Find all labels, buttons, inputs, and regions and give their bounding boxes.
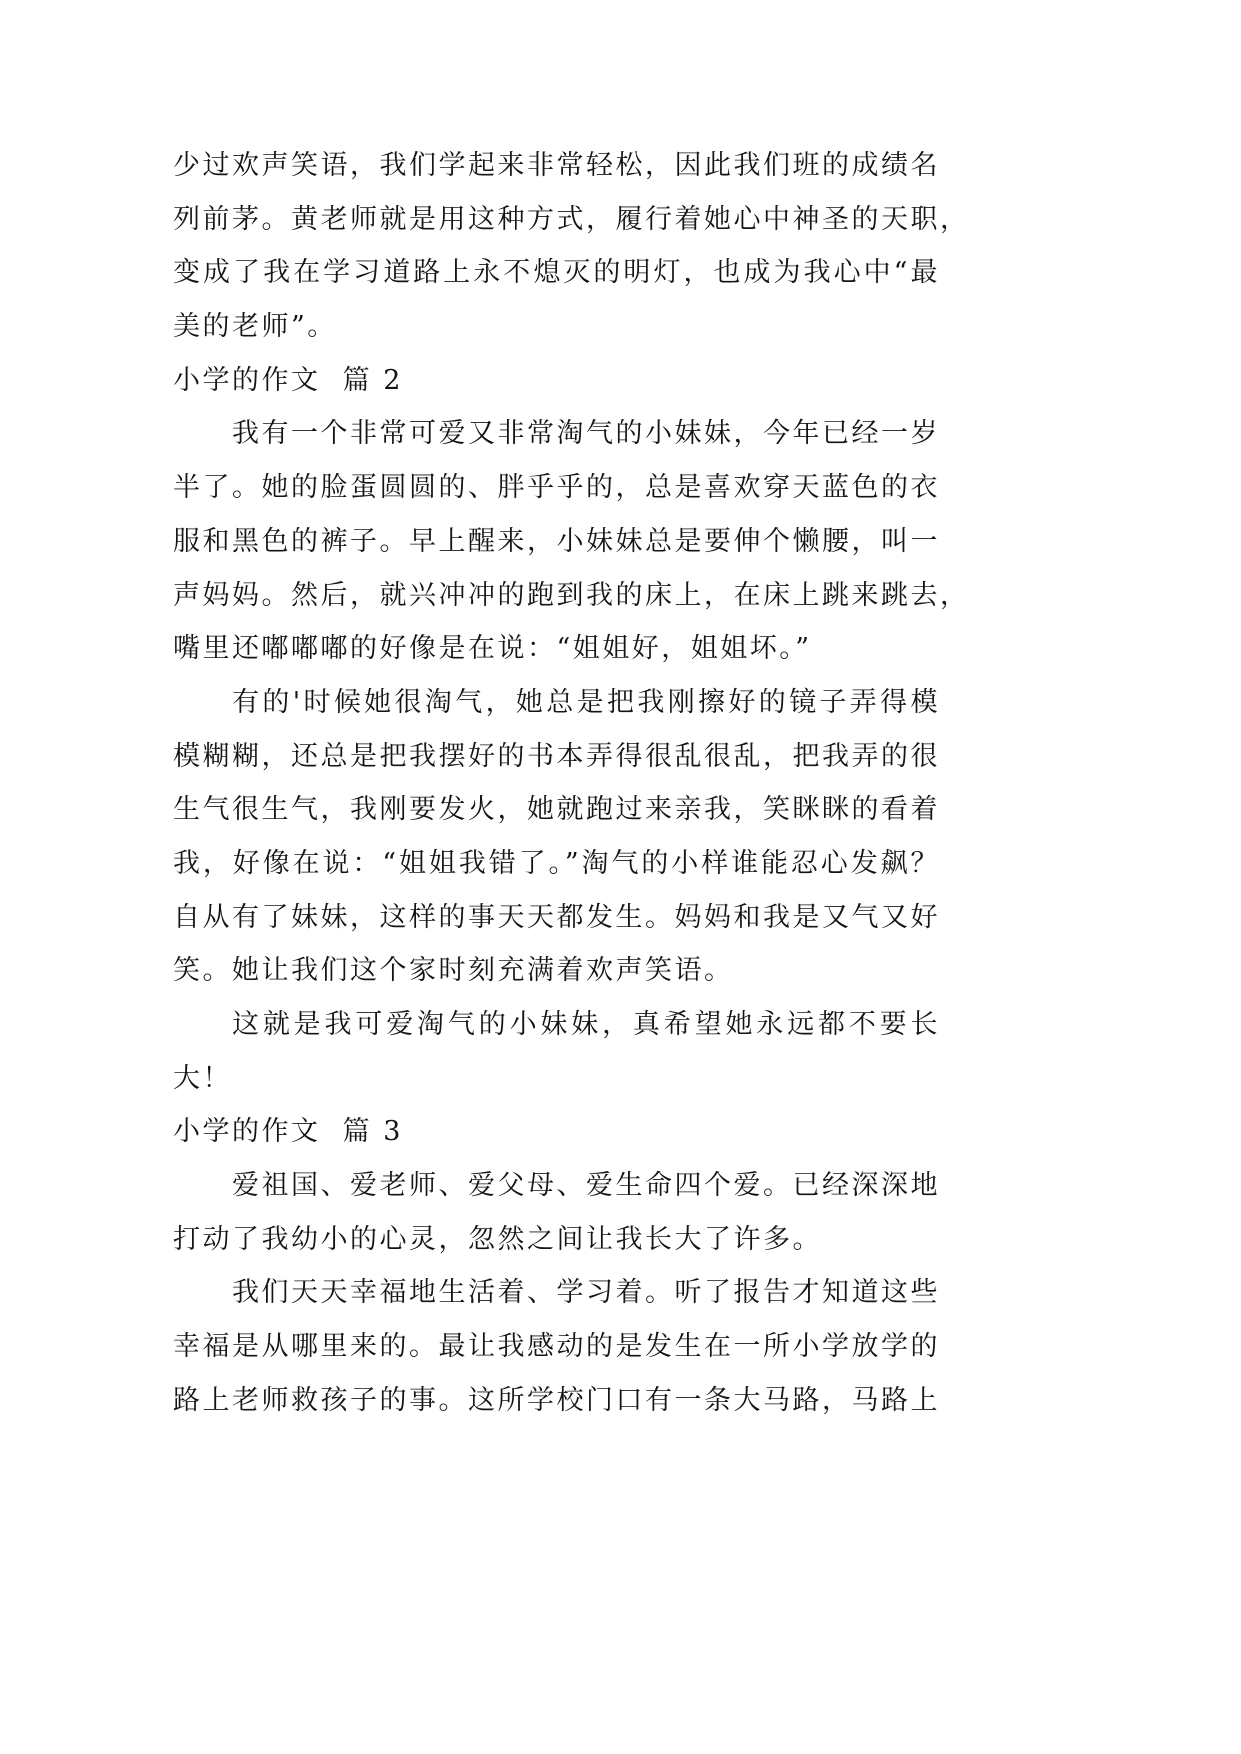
text-line: 少过欢声笑语，我们学起来非常轻松，因此我们班的成绩名: [173, 150, 940, 181]
text-line: 服和黑色的裤子。早上醒来，小妹妹总是要伸个懒腰，叫一: [173, 525, 940, 557]
paragraph-continued: [173, 139, 970, 354]
text-line: 我，好像在说：“姐姐我错了。”淘气的小样谁能忍心发飙？: [173, 847, 940, 879]
text-line: 我有一个非常可爱又非常淘气的小妹妹，今年已经一岁: [232, 418, 940, 450]
text-line: 爱祖国、爱老师、爱父母、爱生命四个爱。已经深深地: [232, 1170, 940, 1202]
paragraph: [173, 1159, 940, 1266]
paragraph: [173, 998, 940, 1105]
text-line: 嘴里还嘟嘟嘟的好像是在说：“姐姐好，姐姐坏。”: [173, 633, 812, 665]
text-line: 幸福是从哪里来的。最让我感动的是发生在一所小学放学的: [173, 1331, 940, 1363]
document-body: [173, 139, 970, 1428]
text-line: 这就是我可爱淘气的小妹妹，真希望她永远都不要长: [232, 1009, 940, 1040]
text-line: 模糊糊，还总是把我摆好的书本弄得很乱很乱，把我弄的很: [173, 740, 940, 772]
paragraph: [173, 407, 970, 675]
paragraph: [173, 676, 940, 998]
section-heading: 小学的作文 篇 2: [173, 364, 403, 396]
text-line: 自从有了妹妹，这样的事天天都发生。妈妈和我是又气又好: [173, 901, 940, 933]
text-line: 生气很生气，我刚要发火，她就跑过来亲我，笑眯眯的看着: [173, 794, 940, 826]
text-line: 声妈妈。然后，就兴冲冲的跑到我的床上，在床上跳来跳去，: [173, 579, 970, 611]
text-line: 笑。她让我们这个家时刻充满着欢声笑语。: [173, 955, 734, 987]
text-line: 变成了我在学习道路上永不熄灭的明灯，也成为我心中“最: [173, 257, 940, 289]
paragraph: [173, 1266, 940, 1427]
text-line: 路上老师救孩子的事。这所学校门口有一条大马路，马路上: [173, 1384, 940, 1416]
text-line: 美的老师”。: [173, 311, 337, 343]
text-line: 有的'时候她很淘气，她总是把我刚擦好的镜子弄得模: [232, 686, 940, 718]
text-line: 半了。她的脸蛋圆圆的、胖乎乎的，总是喜欢穿天蓝色的衣: [173, 472, 940, 504]
text-line: 列前茅。黄老师就是用这种方式，履行着她心中神圣的天职，: [173, 203, 970, 235]
text-line: 我们天天幸福地生活着、学习着。听了报告才知道这些: [232, 1277, 940, 1309]
text-line: 大！: [173, 1062, 232, 1094]
section-heading: 小学的作文 篇 3: [173, 1116, 403, 1148]
text-line: 打动了我幼小的心灵，忽然之间让我长大了许多。: [173, 1223, 822, 1255]
